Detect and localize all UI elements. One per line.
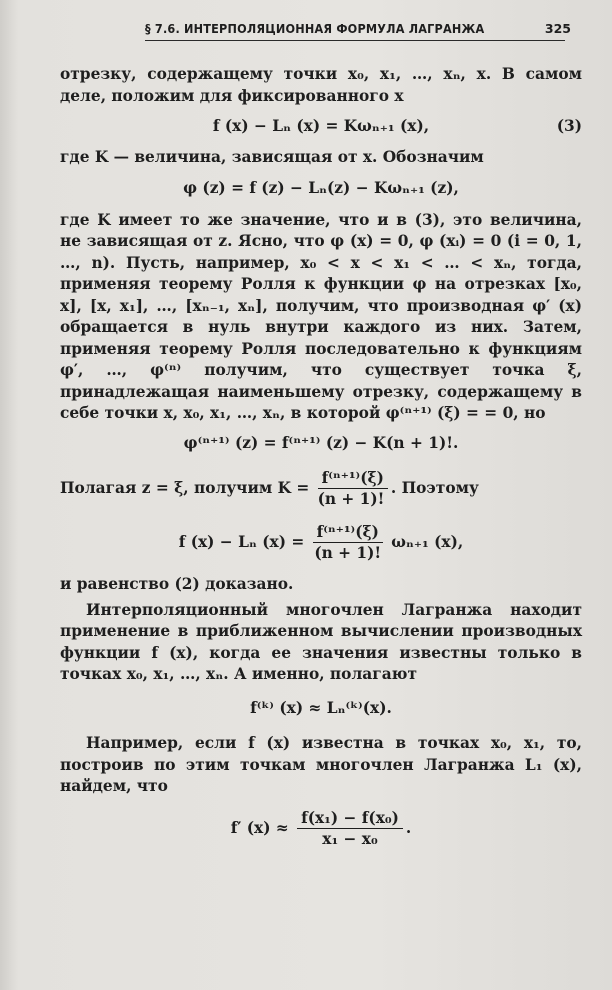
fraction-remainder-numerator: f⁽ⁿ⁺¹⁾(ξ) <box>313 523 383 543</box>
paragraph-1: отрезку, содержащему точки x₀, x₁, …, xₙ, x. В самом деле, положим для фиксированного x <box>60 65 582 105</box>
paragraph-2: где K — величина, зависящая от x. Обозначим <box>60 147 484 166</box>
page-body <box>60 64 582 852</box>
equation-last <box>60 804 582 852</box>
equation-derivative: φ⁽ⁿ⁺¹⁾ (z) = f⁽ⁿ⁺¹⁾ (z) − K(n + 1)!. <box>183 433 459 452</box>
equation-3 <box>60 116 582 138</box>
paragraph-3: где K имеет то же значение, что и в (3), это величина, не зависящая от z. Ясно, что φ (x) = 0, φ (xᵢ) = 0 (i = 0, 1, …, n). Пусть, например, x₀ < x < x₁ < … < xₙ, тогда, применяя теорему Ролля к функции φ на отрезках [x₀, x], [x, x₁], …, [xₙ₋₁, xₙ], получим, что производная φ′ (x) обращается в нуль внутри каждого из них. Затем, применяя теорему Ролля последовательно к функциям φ′, …, φ⁽ⁿ⁾ получим, что существует точка ξ, принадлежащая наименьшему отрезку, содержащему в себе точки x, x₀, x₁, …, xₙ, в которой φ⁽ⁿ⁺¹⁾ (ξ) = = 0, но <box>60 210 582 422</box>
equation-remainder <box>60 518 582 566</box>
paragraph-6: Интерполяционный многочлен Лагранжа находит применение в приближенном вычислении производных функции f (x), когда ее значения известны только в точках x₀, x₁, …, xₙ. А именно, полагают <box>60 600 582 683</box>
equation-approx: f⁽ᵏ⁾ (x) ≈ Lₙ⁽ᵏ⁾(x). <box>250 698 392 717</box>
fraction-k-denominator: (n + 1)! <box>317 490 385 508</box>
equation-3-number: (3) <box>556 117 582 135</box>
fraction-remainder <box>313 523 383 563</box>
equation-last-end: . <box>405 818 412 837</box>
fraction-remainder-denominator: (n + 1)! <box>314 544 382 562</box>
running-header <box>145 18 571 41</box>
fraction-k-numerator: f⁽ⁿ⁺¹⁾(ξ) <box>318 469 388 489</box>
paragraph-4-start: Полагая z = ξ, получим K = <box>60 479 310 497</box>
header-title: § 7.6. ИНТЕРПОЛЯЦИОННАЯ ФОРМУЛА ЛАГРАНЖА <box>145 21 485 36</box>
fraction-last <box>297 809 403 849</box>
equation-remainder-right: ωₙ₊₁ (x), <box>391 533 464 551</box>
paragraph-5: и равенство (2) доказано. <box>60 575 294 593</box>
equation-remainder-left: f (x) − Lₙ (x) = <box>178 533 305 551</box>
paragraph-4 <box>60 464 582 512</box>
equation-phi: φ (z) = f (z) − Lₙ(z) − Kωₙ₊₁ (z), <box>183 179 459 197</box>
equation-3-body: f (x) − Lₙ (x) = Kωₙ₊₁ (x), <box>212 117 430 135</box>
fraction-last-denominator: x₁ − x₀ <box>322 829 378 848</box>
fraction-last-numerator: f(x₁) − f(x₀) <box>297 809 403 829</box>
equation-last-left: f′ (x) ≈ <box>230 818 289 837</box>
paragraph-7: Например, если f (x) известна в точках x₀, x₁, то, построив по этим точкам многочлен Лагранжа L₁ (x), найдем, что <box>60 734 582 795</box>
paragraph-4-end: . Поэтому <box>390 479 479 497</box>
fraction-k <box>318 469 388 509</box>
page-number: 325 <box>544 21 571 36</box>
